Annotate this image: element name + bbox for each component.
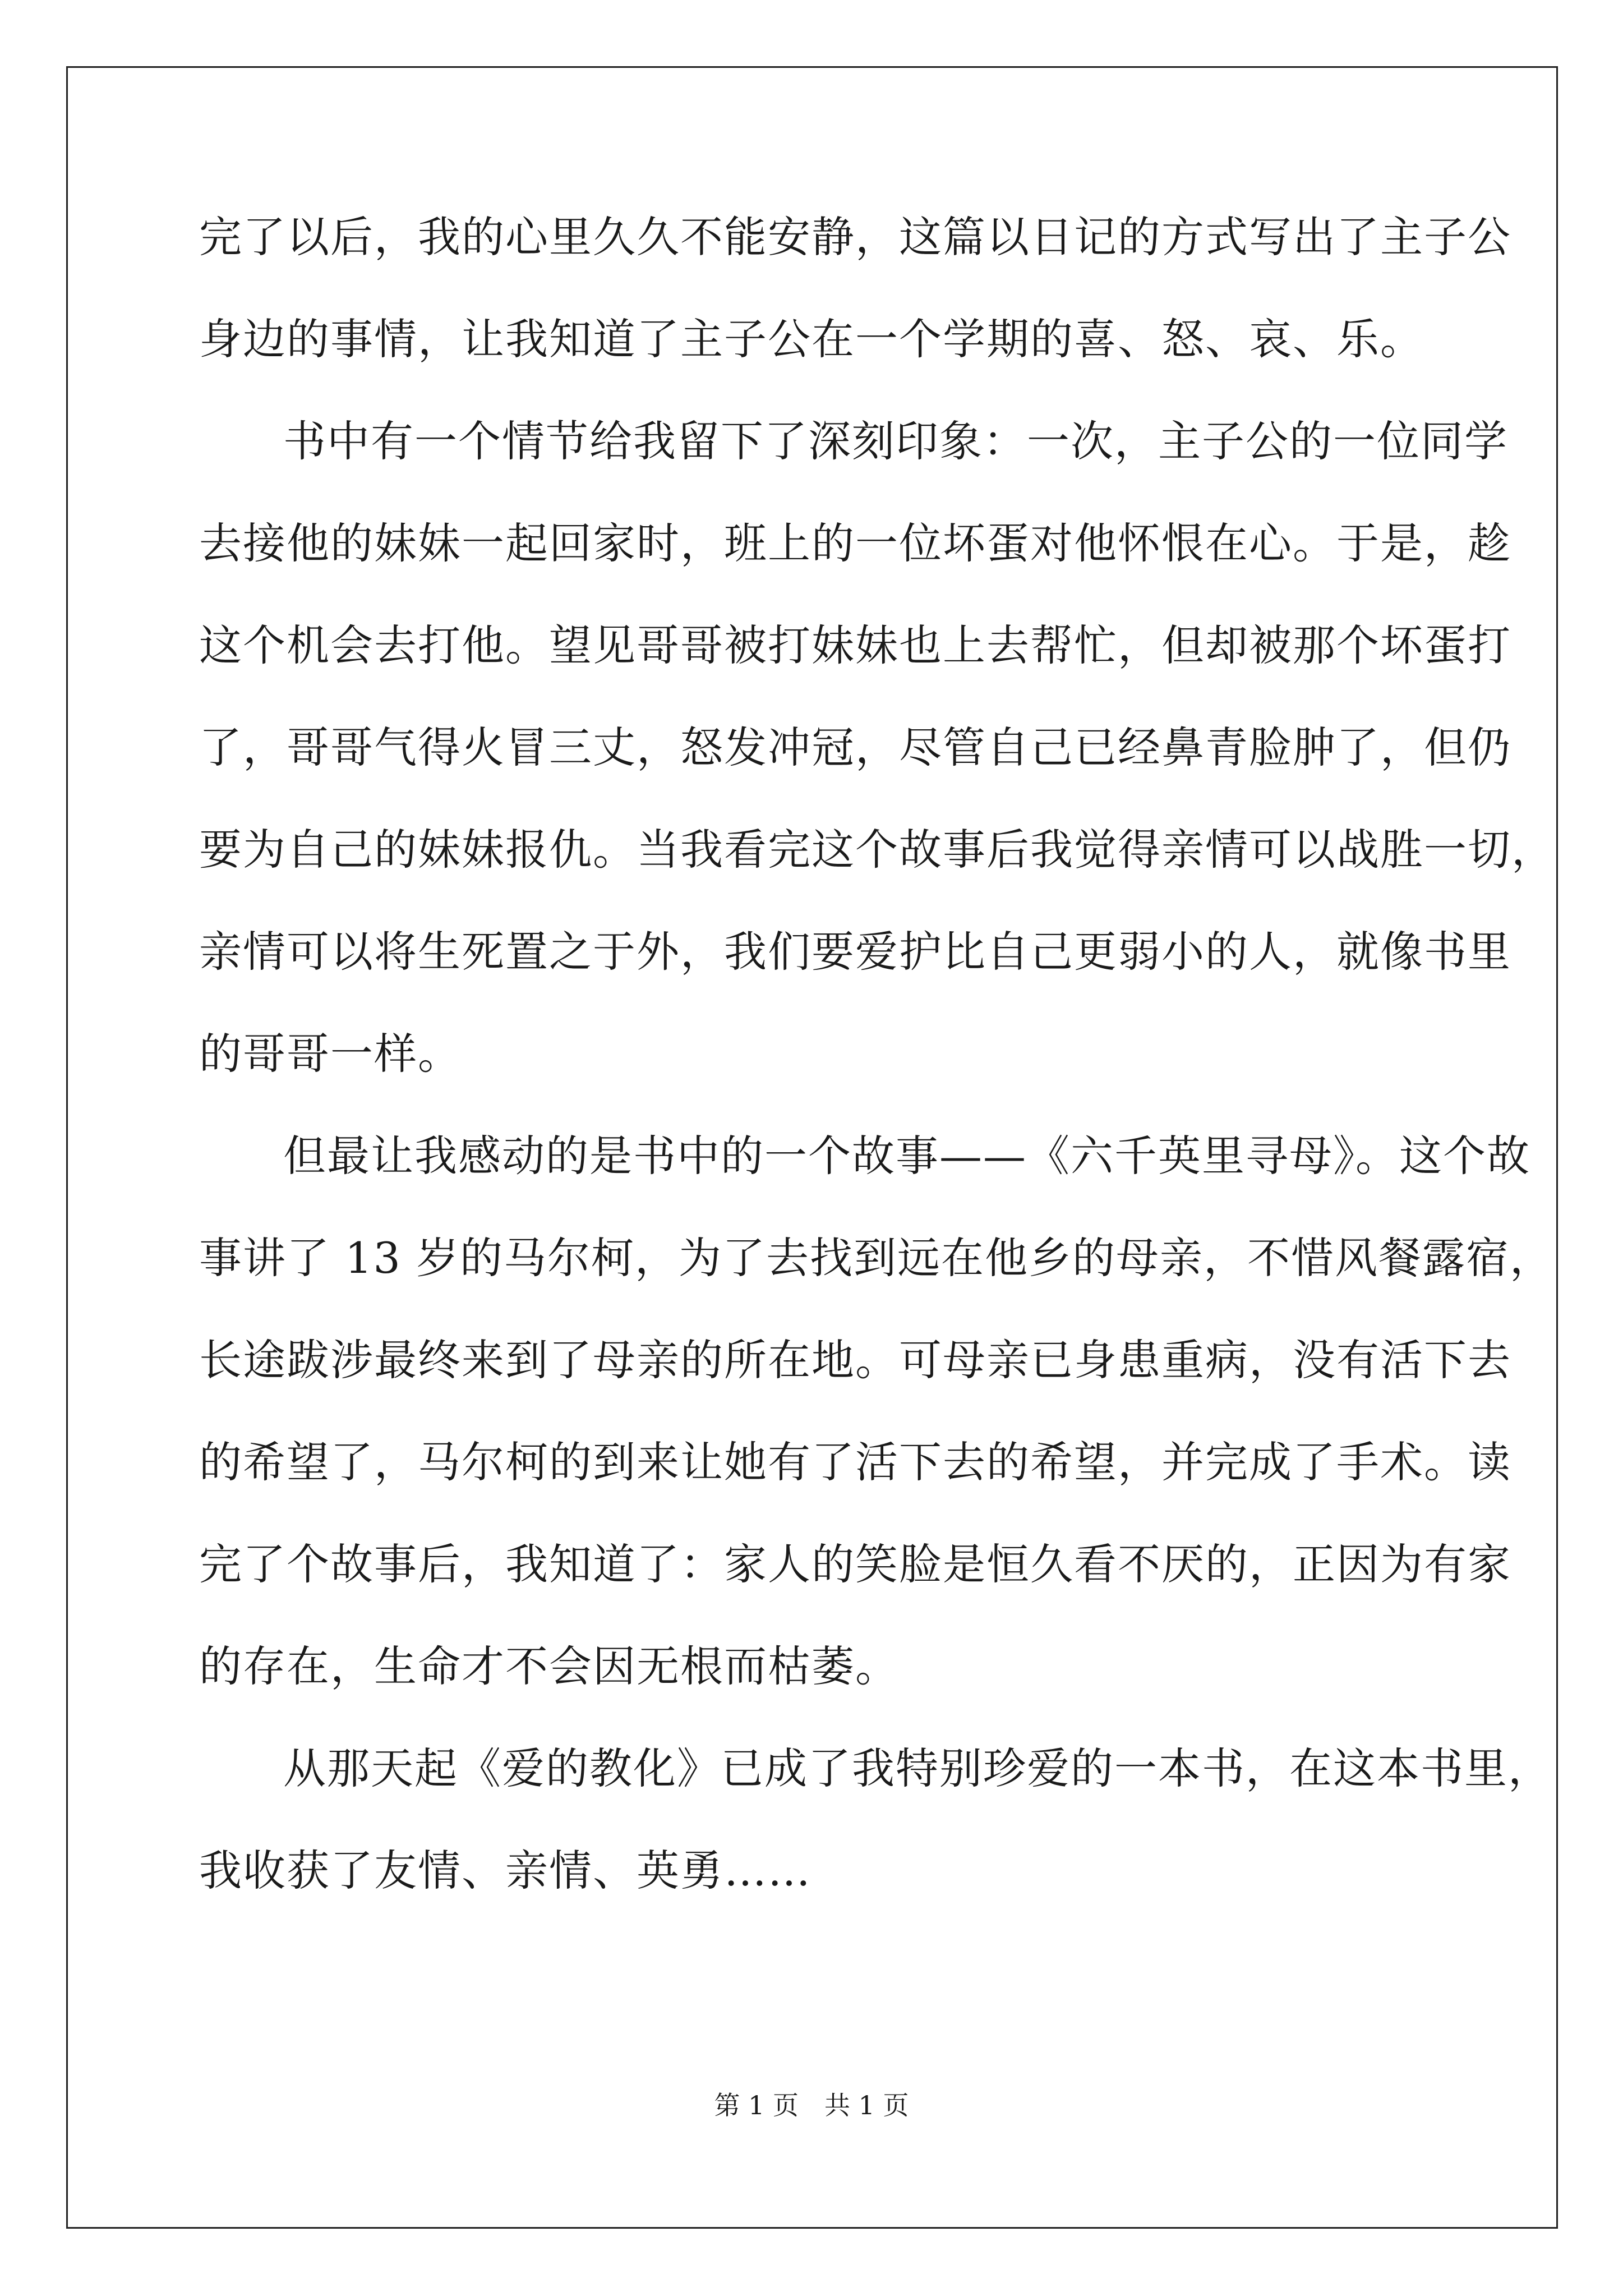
text-line: 的希望了，马尔柯的到来让她有了活下去的希望，并完成了手术。读 (199, 1437, 1511, 1487)
text-line: 的存在，生命才不会因无根而枯萎。 (199, 1641, 899, 1691)
text-line: 要为自己的妹妹报仇。当我看完这个故事后我觉得亲情可以战胜一切， (199, 825, 1555, 875)
text-line: 我收获了友情、亲情、英勇…… (199, 1846, 811, 1895)
text-line: 身边的事情，让我知道了主子公在一个学期的喜、怒、哀、乐。 (199, 314, 1424, 364)
paragraph-start-line: 书中有一个情节给我留下了深刻印象：一次，主子公的一位同学 (283, 416, 1508, 466)
page-footer: 第 1 页 共 1 页 (714, 2090, 909, 2120)
paragraph-start-line: 从那天起《爱的教化》已成了我特别珍爱的一本书，在这本书里， (283, 1743, 1552, 1793)
text-line: 这个机会去打他。望见哥哥被打妹妹也上去帮忙，但却被那个坏蛋打 (199, 620, 1511, 670)
text-line: 长途跋涉最终来到了母亲的所在地。可母亲已身患重病，没有活下去 (199, 1335, 1511, 1385)
text-line: 完了个故事后，我知道了：家人的笑脸是恒久看不厌的，正因为有家 (199, 1539, 1511, 1589)
text-line: 的哥哥一样。 (199, 1029, 462, 1079)
paragraph-start-line: 但最让我感动的是书中的一个故事——《六千英里寻母》。这个故 (283, 1131, 1530, 1181)
text-line: 事讲了 13 岁的马尔柯，为了去找到远在他乡的母亲，不惜风餐露宿， (199, 1233, 1554, 1283)
text-line: 去接他的妹妹一起回家时，班上的一位坏蛋对他怀恨在心。于是，趁 (199, 518, 1511, 568)
document-body (199, 212, 1555, 1949)
text-line: 完了以后，我的心里久久不能安静，这篇以日记的方式写出了主子公 (199, 212, 1511, 262)
text-line: 了，哥哥气得火冒三丈，怒发冲冠，尽管自己已经鼻青脸肿了，但仍 (199, 723, 1511, 772)
text-line: 亲情可以将生死置之于外，我们要爱护比自己更弱小的人，就像书里 (199, 927, 1511, 977)
